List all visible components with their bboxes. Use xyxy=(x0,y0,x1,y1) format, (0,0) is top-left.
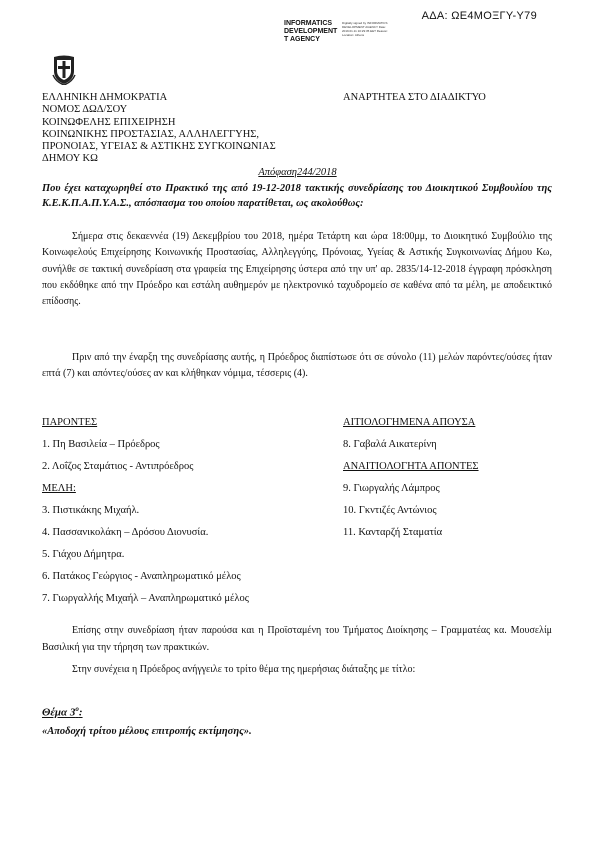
header-line: ΚΟΙΝΩΦΕΛΗΣ ΕΠΙΧΕΙΡΗΣΗ xyxy=(42,116,176,128)
meeting-paragraph: Σήμερα στις δεκαεννέα (19) Δεκεμβρίου του 2018, ημέρα Τετάρτη και ώρα 18:00μμ, το Διοικητικό Συμβούλιο της Κοινωφελούς Επιχείρησης Κοινωνικής Προστασίας, Αλληλεγγύης, Πρόνοιας, Υγείας & Αστικής Συγκοινωνίας Δήμου Κω, συνήλθε σε τακτική συνεδρίαση στα γραφεία της Επιχείρησης ύστερα από την υπ' αρ. 2835/14-12-2018 έγγραφη πρόσκληση που εκδόθηκε από την Πρόεδρο και εστάλη αυθημερόν με ηλεκτρονικό ταχυδρομείο σε καθένα από τα μέλη, με αποδεικτικό επίδοσης. xyxy=(42,231,552,308)
theme-superscript: ο xyxy=(75,705,79,713)
list-item: 6. Πατάκος Γεώργιος - Αναπληρωματικό μέλος xyxy=(42,571,241,582)
header-line: ΝΟΜΟΣ ΔΩΔ/ΣΟΥ xyxy=(42,104,128,116)
list-item: 3. Πιστικάκης Μιχαήλ. xyxy=(42,505,140,516)
present-list xyxy=(42,412,249,610)
header-line: ΔΗΜΟΥ ΚΩ xyxy=(42,153,98,165)
absent-justified-heading: ΑΙΤΙΟΛΟΓΗΜΕΝΑ ΑΠΟΥΣΑ xyxy=(343,417,476,428)
intro-statement: Που έχει καταχωρηθεί στο Πρακτικό της από 19-12-2018 τακτικής συνεδρίασης του Διοικητικού Συμβουλίου της Κ.Ε.Κ.Π.Α.Π.Υ.Α.Σ., απόσπασμα του οποίου παρατίθεται, ως ακολούθως: xyxy=(42,183,552,209)
secretary-paragraph: Επίσης στην συνεδρίαση ήταν παρούσα και η Προϊσταμένη του Τμήματος Διοίκησης – Γραμματέας κα. Μουσελίμ Βασιλική για την τήρηση των πρακτικών. xyxy=(42,625,552,653)
absent-unjustified-heading: ΑΝΑΙΤΙΟΛΟΓΗΤΑ ΑΠΟΝΤΕΣ xyxy=(343,461,479,472)
header-line: ΕΛΛΗΝΙΚΗ ΔΗΜΟΚΡΑΤΙΑ xyxy=(42,92,168,103)
list-item: 8. Γαβαλά Αικατερίνη xyxy=(343,439,437,450)
quorum-paragraph: Πριν από την έναρξη της συνεδρίασης αυτής, η Πρόεδρος διαπίστωσε ότι σε σύνολο (11) μελών παρόντες/ούσες ήταν επτά (7) και απόντες/ούσες αν και κλήθηκαν νόμιμα, τέσσερις (4). xyxy=(42,352,552,380)
list-item: 7. Γιωργαλλής Μιχαήλ – Αναπληρωματικό μέλος xyxy=(42,593,249,604)
greek-emblem-icon xyxy=(52,55,76,90)
list-item: 10. Γκντιζές Αντώνιος xyxy=(343,505,437,516)
list-item: 9. Γιωργαλής Λάμπρος xyxy=(343,483,440,494)
list-item: 5. Γιάχου Δήμητρα. xyxy=(42,549,125,560)
online-posting-note: ΑΝΑΡΤΗΤΕΑ ΣΤΟ ΔΙΑΔΙΚΤΥΟ xyxy=(343,92,486,103)
header-line: ΚΟΙΝΩΝΙΚΗΣ ΠΡΟΣΤΑΣΙΑΣ, ΑΛΛΗΛΕΓΓΥΗΣ, xyxy=(42,128,260,140)
logo-line: T AGENCY xyxy=(284,36,320,43)
logo-line: DEVELOPMENT xyxy=(284,28,338,35)
present-heading: ΠΑΡΟΝΤΕΣ xyxy=(42,417,98,428)
list-item: 4. Πασσανικολάκη – Δρόσου Διονυσία. xyxy=(42,527,209,538)
theme-subject: «Αποδοχή τρίτου μέλους επιτροπής εκτίμησης». xyxy=(42,726,252,737)
header-line: ΠΡΟΝΟΙΑΣ, ΥΓΕΙΑΣ & ΑΣΤΙΚΗΣ ΣΥΓΚΟΙΝΩΝΙΑΣ xyxy=(42,141,276,153)
theme-colon: : xyxy=(78,706,83,719)
absent-list xyxy=(343,412,479,544)
theme-title xyxy=(42,705,83,719)
list-item: 2. Λοΐζος Σταμάτιος - Αντιπρόεδρος xyxy=(42,461,194,472)
signature-logo xyxy=(284,20,337,44)
theme-label: Θέμα 3 xyxy=(42,706,76,719)
ada-code: ΑΔΑ: ΩΕ4ΜΟΞΓΥ-Υ79 xyxy=(421,10,537,22)
authority-header xyxy=(42,92,276,166)
signature-details: Digitally signed by INFORMATICS DEVELOPMENT AGENCY Date: 2019.01.11 10:29:35 EET Reason: Location: Athens xyxy=(342,21,388,37)
members-heading: ΜΕΛΗ: xyxy=(42,483,76,494)
list-item: 1. Πη Βασιλεία – Πρόεδρος xyxy=(42,439,160,450)
decision-number: Απόφαση244/2018 xyxy=(258,167,337,178)
list-item: 11. Κανταρζή Σταματία xyxy=(343,527,443,538)
logo-line: INFORMATICS xyxy=(284,20,333,27)
agenda-paragraph: Στην συνέχεια η Πρόεδρος ανήγγειλε το τρίτο θέμα της ημερήσιας διάταξης με τίτλο: xyxy=(72,664,416,675)
